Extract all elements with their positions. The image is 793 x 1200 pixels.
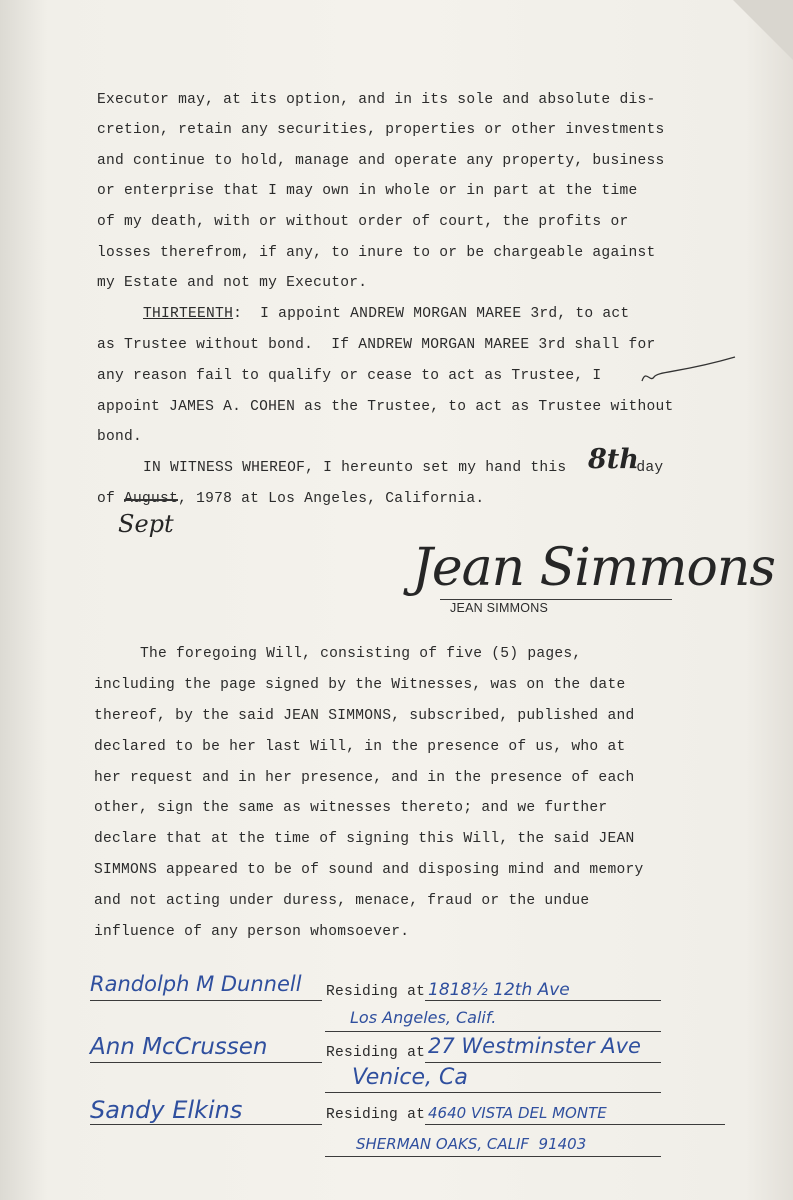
text-line: thereof, by the said JEAN SIMMONS, subscribed, published and	[94, 708, 635, 724]
text-line: and not acting under duress, menace, fraud or the undue	[94, 893, 590, 909]
witness-address: Los Angeles, Calif.	[350, 1008, 497, 1027]
text-line: other, sign the same as witnesses thereto; and we further	[94, 800, 608, 816]
text-line	[143, 304, 629, 324]
address-line	[425, 1000, 661, 1001]
witness-signature: Sandy Elkins	[90, 1096, 243, 1124]
text-line: or enterprise that I may own in whole or in part at the time	[97, 183, 638, 199]
text-line: The foregoing Will, consisting of five (5) pages,	[140, 646, 582, 662]
typed-name: JEAN SIMMONS	[450, 601, 549, 615]
residing-label: Residing at	[326, 984, 426, 1000]
text-line: losses therefrom, if any, to inure to or be chargeable against	[97, 245, 656, 261]
witness-address: Venice, Ca	[352, 1065, 468, 1090]
address-line	[425, 1124, 725, 1125]
text-line	[143, 458, 663, 478]
witness-address: 4640 VISTA DEL MONTE	[428, 1104, 607, 1122]
text-line: declare that at the time of signing this Will, the said JEAN	[94, 831, 635, 847]
section-heading: THIRTEENTH	[143, 306, 234, 322]
text-line: SIMMONS appeared to be of sound and disposing mind and memory	[94, 862, 644, 878]
witness-signature: Randolph M Dunnell	[90, 972, 302, 996]
text-line: appoint JAMES A. COHEN as the Trustee, to act as Trustee without	[97, 399, 674, 415]
text-line	[97, 489, 484, 509]
struck-month: August	[124, 491, 179, 507]
text-line: declared to be her last Will, in the presence of us, who at	[94, 739, 626, 755]
handwritten-day: 8th	[588, 444, 639, 475]
handwritten-month: Sept	[118, 510, 174, 538]
text-line: influence of any person whomsoever.	[94, 924, 410, 940]
address-line	[325, 1156, 661, 1157]
address-line	[325, 1092, 661, 1093]
text-span: of	[97, 491, 125, 507]
text-span: : I appoint ANDREW MORGAN MAREE 3rd, to act	[233, 306, 630, 322]
text-span: , 1978 at Los Angeles, California.	[178, 491, 485, 507]
residing-label: Residing at	[326, 1107, 426, 1123]
signature-line	[90, 1124, 322, 1125]
page-corner	[733, 0, 793, 60]
residing-label: Residing at	[326, 1045, 426, 1061]
text-line: of my death, with or without order of court, the profits or	[97, 214, 629, 230]
signature-line	[90, 1062, 322, 1063]
text-span: day	[627, 460, 664, 476]
witness-signature: Ann McCrussen	[90, 1034, 268, 1060]
pen-mark	[640, 355, 740, 395]
witness-address: 27 Westminster Ave	[428, 1034, 641, 1058]
text-line: any reason fail to qualify or cease to act as Trustee, I	[97, 368, 602, 384]
text-line: and continue to hold, manage and operate any property, business	[97, 153, 665, 169]
text-line: Executor may, at its option, and in its sole and absolute dis-	[97, 92, 656, 108]
signature-line	[90, 1000, 322, 1001]
text-line: my Estate and not my Executor.	[97, 275, 368, 291]
text-line: cretion, retain any securities, properties or other investments	[97, 122, 665, 138]
witness-address: 1818½ 12th Ave	[428, 980, 570, 1000]
text-line: bond.	[97, 429, 143, 445]
text-line: as Trustee without bond. If ANDREW MORGAN MAREE 3rd shall for	[97, 337, 656, 353]
address-line	[425, 1062, 661, 1063]
text-span: IN WITNESS WHEREOF, I hereunto set my hand this	[143, 460, 576, 476]
witness-address: SHERMAN OAKS, CALIF 91403	[356, 1135, 587, 1153]
address-line	[325, 1031, 661, 1032]
text-line: her request and in her presence, and in the presence of each	[94, 770, 635, 786]
testator-signature: Jean Simmons	[412, 538, 775, 598]
text-line: including the page signed by the Witnesses, was on the date	[94, 677, 626, 693]
